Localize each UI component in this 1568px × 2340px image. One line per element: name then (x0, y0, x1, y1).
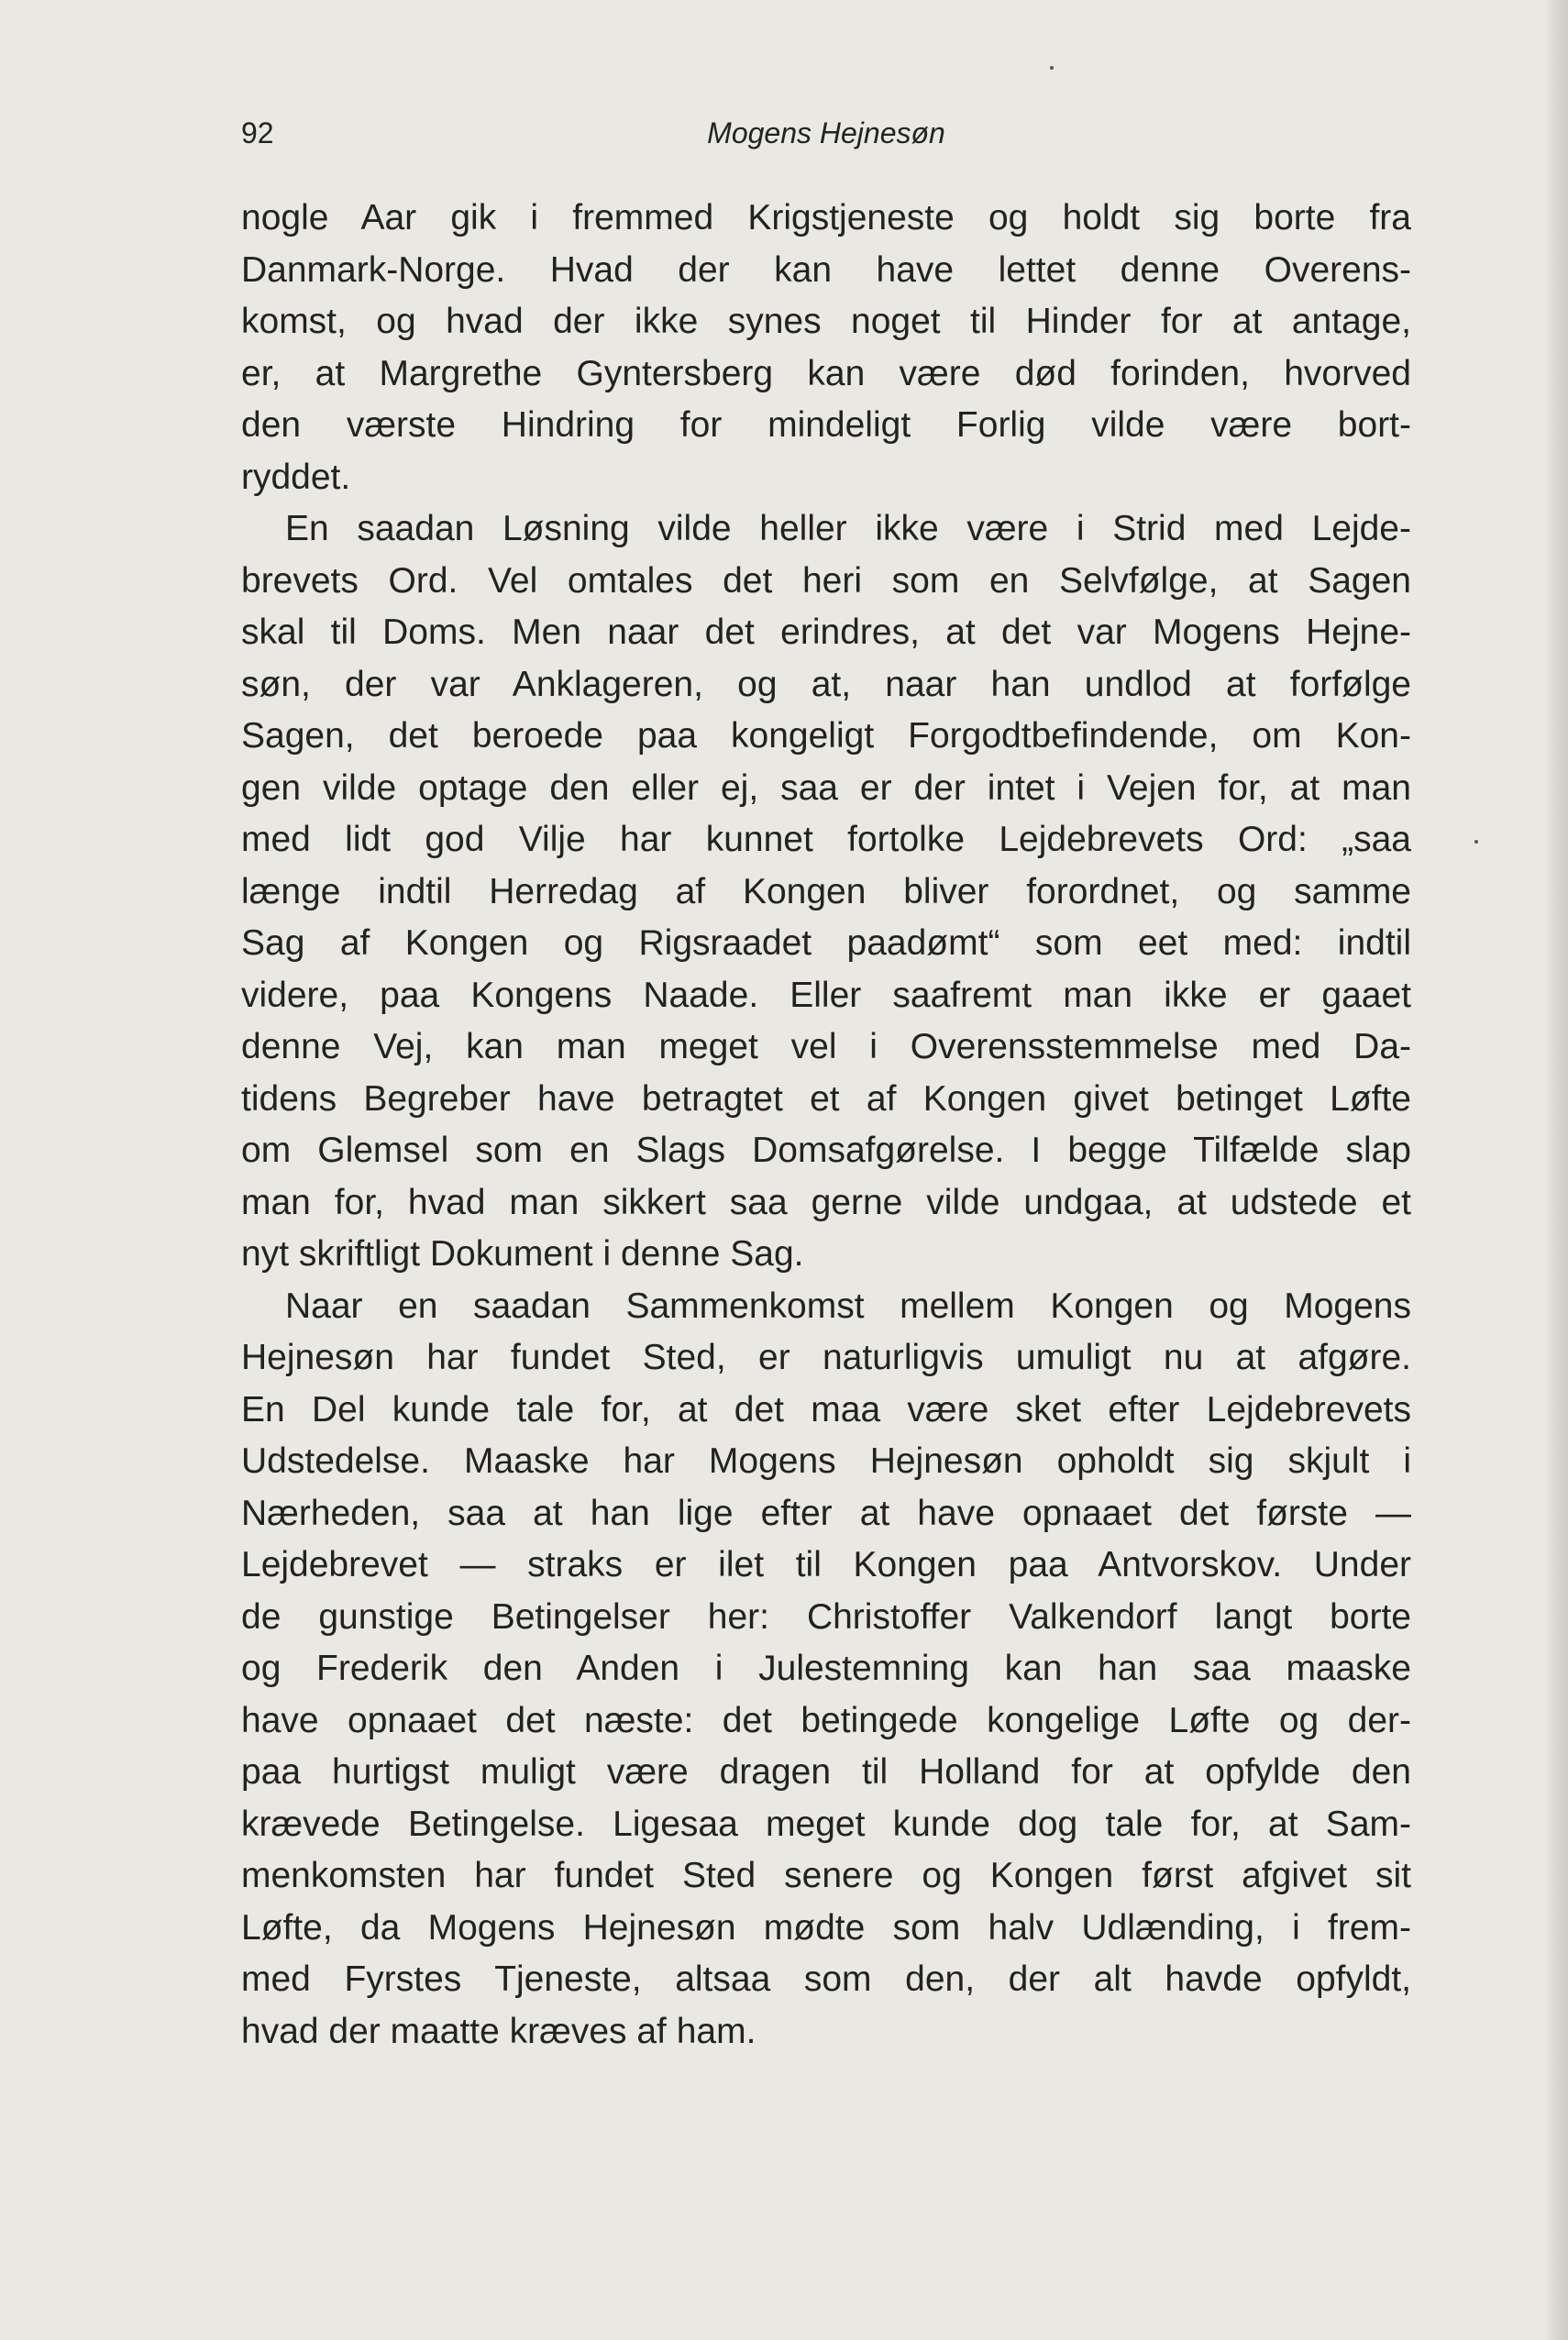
page-number: 92 (241, 116, 274, 149)
text-line: om Glemsel som en Slags Domsafgørelse. I begge Tilfælde slap (241, 1131, 1411, 1170)
text-line: Naar en saadan Sammenkomst mellem Kongen og Mogens (285, 1286, 1411, 1326)
text-line: og Frederik den Anden i Julestemning kan han saa maaske (241, 1649, 1411, 1688)
text-line: skal til Doms. Men naar det erindres, at det var Mogens Hejne- (241, 613, 1411, 652)
text-line: hvad der maatte kræves af ham. (241, 2011, 756, 2051)
text-line: man for, hvad man sikkert saa gerne vilde undgaa, at udstede et (241, 1182, 1411, 1222)
text-line: have opnaaet det næste: det betingede kongelige Løfte og der- (241, 1700, 1411, 1740)
text-line: nyt skriftligt Dokument i denne Sag. (241, 1234, 804, 1274)
scan-speck (1474, 840, 1478, 844)
page-edge-shadow (1544, 0, 1568, 2340)
text-line: Hejnesøn har fundet Sted, er naturligvis umuligt nu at afgøre. (241, 1338, 1411, 1377)
text-line: Løfte, da Mogens Hejnesøn mødte som halv Udlænding, i frem- (241, 1907, 1411, 1948)
text-line: er, at Margrethe Gyntersberg kan være død forinden, hvorved (241, 353, 1411, 393)
page-header (241, 110, 1411, 156)
text-line: krævede Betingelse. Ligesaa meget kunde dog tale for, at Sam- (241, 1804, 1411, 1844)
text-line: paa hurtigst muligt være dragen til Holland for at opfylde den (241, 1752, 1411, 1792)
text-line: ryddet. (241, 457, 351, 497)
text-line: En saadan Løsning vilde heller ikke være i Strid med Lejde- (285, 509, 1411, 548)
text-line: denne Vej, kan man meget vel i Overensstemmelse med Da- (241, 1027, 1411, 1066)
text-line: med lidt god Vilje har kunnet fortolke Lejdebrevets Ord: „saa (241, 820, 1411, 859)
text-line: nogle Aar gik i fremmed Krigstjeneste og holdt sig borte fra (241, 198, 1411, 237)
text-line: længe indtil Herredag af Kongen bliver forordnet, og samme (241, 871, 1411, 911)
text-line: En Del kunde tale for, at det maa være sket efter Lejdebrevets (241, 1389, 1411, 1429)
text-line: gen vilde optage den eller ej, saa er der intet i Vejen for, at man (241, 767, 1411, 808)
body-text (241, 193, 1411, 2058)
scan-speck (1050, 66, 1054, 70)
text-line: Sagen, det beroede paa kongeligt Forgodtbefindende, om Kon- (241, 716, 1411, 756)
text-line: den værste Hindring for mindeligt Forlig vilde være bort- (241, 405, 1411, 445)
text-line: tidens Begreber have betragtet et af Kongen givet betinget Løfte (241, 1078, 1411, 1119)
running-title: Mogens Hejnesøn (707, 116, 945, 149)
text-line: Nærheden, saa at han lige efter at have opnaaet det første — (241, 1493, 1411, 1533)
text-line: søn, der var Anklageren, og at, naar han undlod at forfølge (241, 664, 1411, 704)
text-line: med Fyrstes Tjeneste, altsaa som den, der alt havde opfyldt, (241, 1959, 1411, 1999)
text-line: Udstedelse. Maaske har Mogens Hejnesøn opholdt sig skjult i (241, 1441, 1411, 1481)
text-line: Sag af Kongen og Rigsraadet paadømt“ som eet med: indtil (241, 923, 1411, 963)
text-line: menkomsten har fundet Sted senere og Kongen først afgivet sit (241, 1856, 1411, 1895)
text-line: Danmark-Norge. Hvad der kan have lettet denne Overens- (241, 249, 1411, 290)
text-line: videre, paa Kongens Naade. Eller saafremt man ikke er gaaet (241, 975, 1411, 1015)
text-line: de gunstige Betingelser her: Christoffer Valkendorf langt borte (241, 1596, 1411, 1637)
text-line: brevets Ord. Vel omtales det heri som en Selvfølge, at Sagen (241, 560, 1411, 601)
text-line: Lejdebrevet — straks er ilet til Kongen paa Antvorskov. Under (241, 1545, 1411, 1584)
text-line: komst, og hvad der ikke synes noget til Hinder for at antage, (241, 302, 1411, 341)
